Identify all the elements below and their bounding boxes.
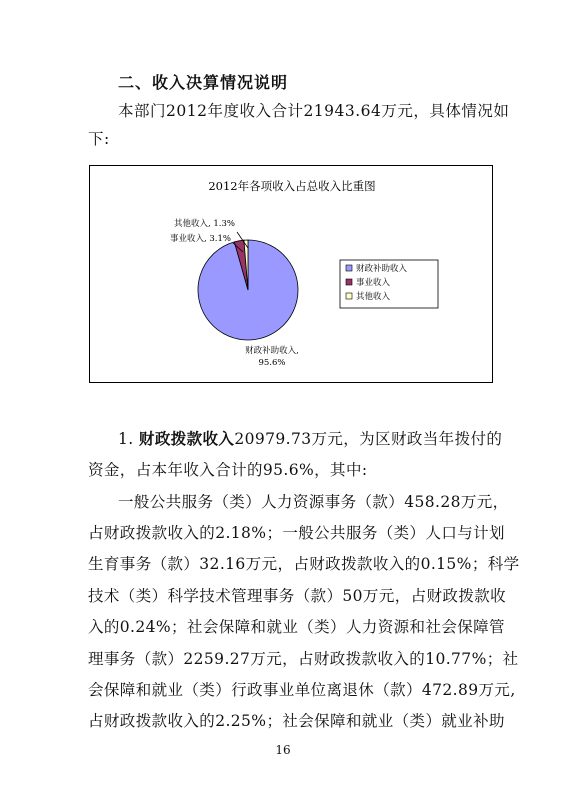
- section-heading: 二、收入决算情况说明: [118, 73, 289, 92]
- body-line-3: 一般公共服务（类）人力资源事务（款）458.28万元，: [118, 493, 509, 511]
- legend-swatch: [346, 265, 352, 271]
- chart-title: 2012年各项收入占总收入比重图: [208, 179, 376, 193]
- pie-chart-frame: [89, 165, 493, 383]
- intro-line-2: 下:: [88, 130, 110, 148]
- legend-label: 事业收入: [356, 278, 391, 288]
- pie-chart: [90, 166, 494, 384]
- body-line-1: [118, 427, 502, 449]
- body-line-4: 占财政拨款收入的2.18%；一般公共服务（类）人口与计划: [88, 524, 505, 542]
- body-line-8: 理事务（款）2259.27万元，占财政拨款收入的10.77%；社: [88, 650, 519, 668]
- slice-label-other: 其他收入, 1.3%: [174, 219, 235, 229]
- legend-swatch: [346, 279, 352, 285]
- slice-label-fiscal-value: 95.6%: [258, 358, 286, 368]
- body-line-10: 占财政拨款收入的2.25%；社会保障和就业（类）就业补助: [88, 712, 505, 730]
- legend-label: 财政补助收入: [356, 264, 408, 274]
- body-line-6: 技术（类）科学技术管理事务（款）50万元，占财政拨款收: [88, 587, 507, 605]
- legend-swatch: [346, 293, 352, 299]
- page-number: 16: [275, 743, 291, 757]
- item-number: 1.: [118, 430, 134, 448]
- intro-line-1: 本部门2012年度收入合计21943.64万元，具体情况如: [118, 102, 510, 120]
- legend-label: 其他收入: [356, 292, 391, 302]
- item-heading: 财政拨款收入: [138, 430, 235, 448]
- item-heading-rest: 20979.73万元，为区财政当年拨付的: [234, 430, 503, 448]
- body-line-5: 生育事务（款）32.16万元，占财政拨款收入的0.15%；科学: [88, 555, 520, 573]
- body-line-7: 入的0.24%；社会保障和就业（类）人力资源和社会保障管: [88, 618, 505, 636]
- body-line-9: 会保障和就业（类）行政事业单位离退休（款）472.89万元,: [88, 681, 516, 699]
- slice-label-business: 事业收入, 3.1%: [170, 234, 231, 244]
- legend: [340, 260, 438, 308]
- body-line-2: 资金，占本年收入合计的95.6%，其中:: [88, 461, 368, 479]
- slice-label-fiscal: 财政补助收入,: [245, 346, 299, 356]
